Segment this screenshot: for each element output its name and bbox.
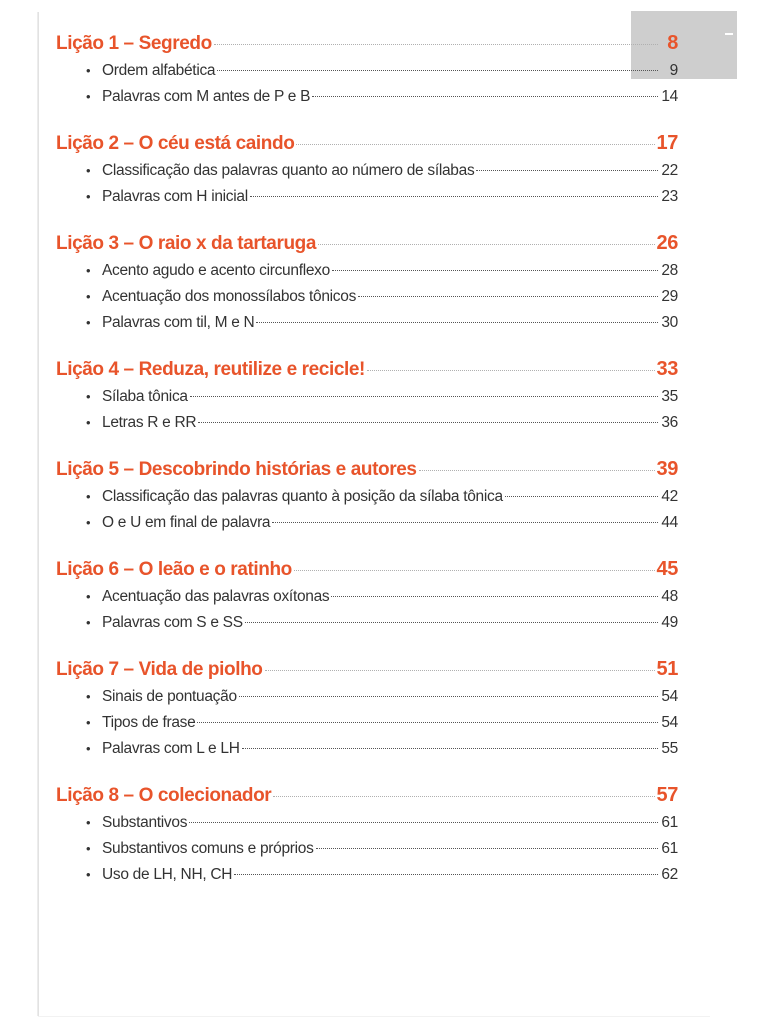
dot-leader — [358, 295, 658, 297]
bullet-icon: • — [86, 741, 91, 756]
lesson-heading — [56, 454, 678, 484]
entry-title: Substantivos — [102, 814, 188, 831]
entry-page-number: 28 — [661, 262, 678, 279]
bullet-icon: • — [86, 867, 91, 882]
entry-page-number: 22 — [661, 162, 678, 179]
toc-entry — [56, 836, 678, 862]
dot-leader — [296, 143, 654, 145]
dot-leader — [190, 395, 658, 397]
lesson-title: Lição 4 – Reduza, reutilize e recicle! — [56, 359, 365, 380]
toc-entry — [56, 484, 678, 510]
entry-page-number: 42 — [661, 488, 678, 505]
lesson-page-number: 26 — [656, 232, 678, 254]
dot-leader — [316, 847, 658, 849]
entry-page-number: 14 — [661, 88, 678, 105]
entry-title: Acentuação dos monossílabos tônicos — [102, 288, 357, 305]
entry-page-number: 62 — [661, 866, 678, 883]
lesson-page-number: 17 — [656, 132, 678, 154]
entry-title: Uso de LH, NH, CH — [102, 866, 233, 883]
bullet-icon: • — [86, 715, 91, 730]
lesson-page-number: 45 — [656, 558, 678, 580]
bullet-icon: • — [86, 489, 91, 504]
toc-entry — [56, 736, 678, 762]
lesson-heading — [56, 780, 678, 810]
lesson-heading — [56, 128, 678, 158]
entry-title: Ordem alfabética — [102, 62, 216, 79]
entry-page-number: 54 — [661, 714, 678, 731]
entry-title: Sinais de pontuação — [102, 688, 237, 705]
lesson-heading — [56, 28, 678, 58]
dot-leader — [318, 243, 655, 245]
dot-leader — [245, 621, 658, 623]
toc-entry — [56, 510, 678, 536]
bullet-icon: • — [86, 163, 91, 178]
entry-title: Palavras com M antes de P e B — [102, 88, 311, 105]
bullet-icon: • — [86, 189, 91, 204]
toc-entry — [56, 410, 678, 436]
toc-entry — [56, 684, 678, 710]
toc-entry — [56, 584, 678, 610]
entry-title: Palavras com H inicial — [102, 188, 248, 205]
toc-entry — [56, 284, 678, 310]
dash-icon — [725, 33, 733, 35]
bullet-icon: • — [86, 89, 91, 104]
lesson-title: Lição 5 – Descobrindo histórias e autores — [56, 459, 417, 480]
entry-title: Palavras com til, M e N — [102, 314, 255, 331]
dot-leader — [217, 69, 658, 71]
entry-title: O e U em final de palavra — [102, 514, 271, 531]
entry-page-number: 61 — [661, 840, 678, 857]
dot-leader — [505, 495, 658, 497]
bullet-icon: • — [86, 689, 91, 704]
lesson-title: Lição 3 – O raio x da tartaruga — [56, 233, 317, 254]
entry-page-number: 35 — [661, 388, 678, 405]
dot-leader — [476, 169, 658, 171]
dot-leader — [332, 269, 658, 271]
dot-leader — [234, 873, 658, 875]
entry-page-number: 54 — [661, 688, 678, 705]
entry-title: Letras R e RR — [102, 414, 197, 431]
dot-leader — [189, 821, 658, 823]
lesson-title: Lição 6 – O leão e o ratinho — [56, 559, 292, 580]
dot-leader — [197, 721, 658, 723]
bullet-icon: • — [86, 389, 91, 404]
entry-title: Palavras com S e SS — [102, 614, 243, 631]
lesson-page-number: 51 — [656, 658, 678, 680]
lesson-section — [56, 128, 678, 210]
entry-title: Substantivos comuns e próprios — [102, 840, 314, 857]
dot-leader — [256, 321, 658, 323]
lesson-section — [56, 654, 678, 762]
toc-entry — [56, 610, 678, 636]
dot-leader — [239, 695, 658, 697]
entry-page-number: 44 — [661, 514, 678, 531]
toc-entry — [56, 310, 678, 336]
dot-leader — [198, 421, 658, 423]
lesson-title: Lição 1 – Segredo — [56, 33, 212, 54]
entry-title: Classificação das palavras quanto ao número de sílabas — [102, 162, 475, 179]
toc-entry — [56, 84, 678, 110]
lesson-title: Lição 7 – Vida de piolho — [56, 659, 263, 680]
lesson-heading — [56, 228, 678, 258]
toc-entry — [56, 158, 678, 184]
lesson-page-number: 8 — [667, 32, 678, 54]
bullet-icon: • — [86, 515, 91, 530]
entry-page-number: 49 — [661, 614, 678, 631]
entry-page-number: 29 — [661, 288, 678, 305]
bullet-icon: • — [86, 415, 91, 430]
dot-leader — [242, 747, 658, 749]
bullet-icon: • — [86, 589, 91, 604]
dot-leader — [367, 369, 655, 371]
bullet-icon: • — [86, 263, 91, 278]
entry-title: Palavras com L e LH — [102, 740, 240, 757]
toc-entry — [56, 184, 678, 210]
lesson-title: Lição 2 – O céu está caindo — [56, 133, 295, 154]
lesson-title: Lição 8 – O colecionador — [56, 785, 272, 806]
lesson-heading — [56, 354, 678, 384]
toc-entry — [56, 58, 678, 84]
dot-leader — [312, 95, 658, 97]
lesson-section — [56, 354, 678, 436]
lesson-page-number: 33 — [656, 358, 678, 380]
toc-entry — [56, 862, 678, 888]
lesson-heading — [56, 654, 678, 684]
toc-entry — [56, 384, 678, 410]
entry-title: Acentuação das palavras oxítonas — [102, 588, 330, 605]
lesson-section — [56, 228, 678, 336]
lesson-section — [56, 454, 678, 536]
lesson-section — [56, 554, 678, 636]
lesson-page-number: 39 — [656, 458, 678, 480]
dot-leader — [294, 569, 655, 571]
dot-leader — [273, 795, 654, 797]
entry-page-number: 36 — [661, 414, 678, 431]
entry-title: Sílaba tônica — [102, 388, 188, 405]
entry-page-number: 48 — [661, 588, 678, 605]
dot-leader — [250, 195, 658, 197]
bullet-icon: • — [86, 815, 91, 830]
toc-entry — [56, 258, 678, 284]
entry-page-number: 55 — [661, 740, 678, 757]
entry-page-number: 61 — [661, 814, 678, 831]
dot-leader — [214, 43, 658, 45]
dot-leader — [272, 521, 658, 523]
bullet-icon: • — [86, 615, 91, 630]
dot-leader — [331, 595, 658, 597]
entry-page-number: 9 — [669, 62, 678, 79]
dot-leader — [265, 669, 655, 671]
toc-entry — [56, 810, 678, 836]
entry-page-number: 30 — [661, 314, 678, 331]
entry-title: Classificação das palavras quanto à posição da sílaba tônica — [102, 488, 503, 505]
lesson-page-number: 57 — [656, 784, 678, 806]
dot-leader — [419, 469, 655, 471]
entry-title: Acento agudo e acento circunflexo — [102, 262, 330, 279]
entry-title: Tipos de frase — [102, 714, 196, 731]
bullet-icon: • — [86, 289, 91, 304]
lesson-section — [56, 780, 678, 888]
lesson-section — [56, 28, 678, 110]
toc-entry — [56, 710, 678, 736]
lesson-heading — [56, 554, 678, 584]
bullet-icon: • — [86, 63, 91, 78]
entry-page-number: 23 — [661, 188, 678, 205]
table-of-contents — [56, 28, 678, 906]
bullet-icon: • — [86, 841, 91, 856]
bullet-icon: • — [86, 315, 91, 330]
